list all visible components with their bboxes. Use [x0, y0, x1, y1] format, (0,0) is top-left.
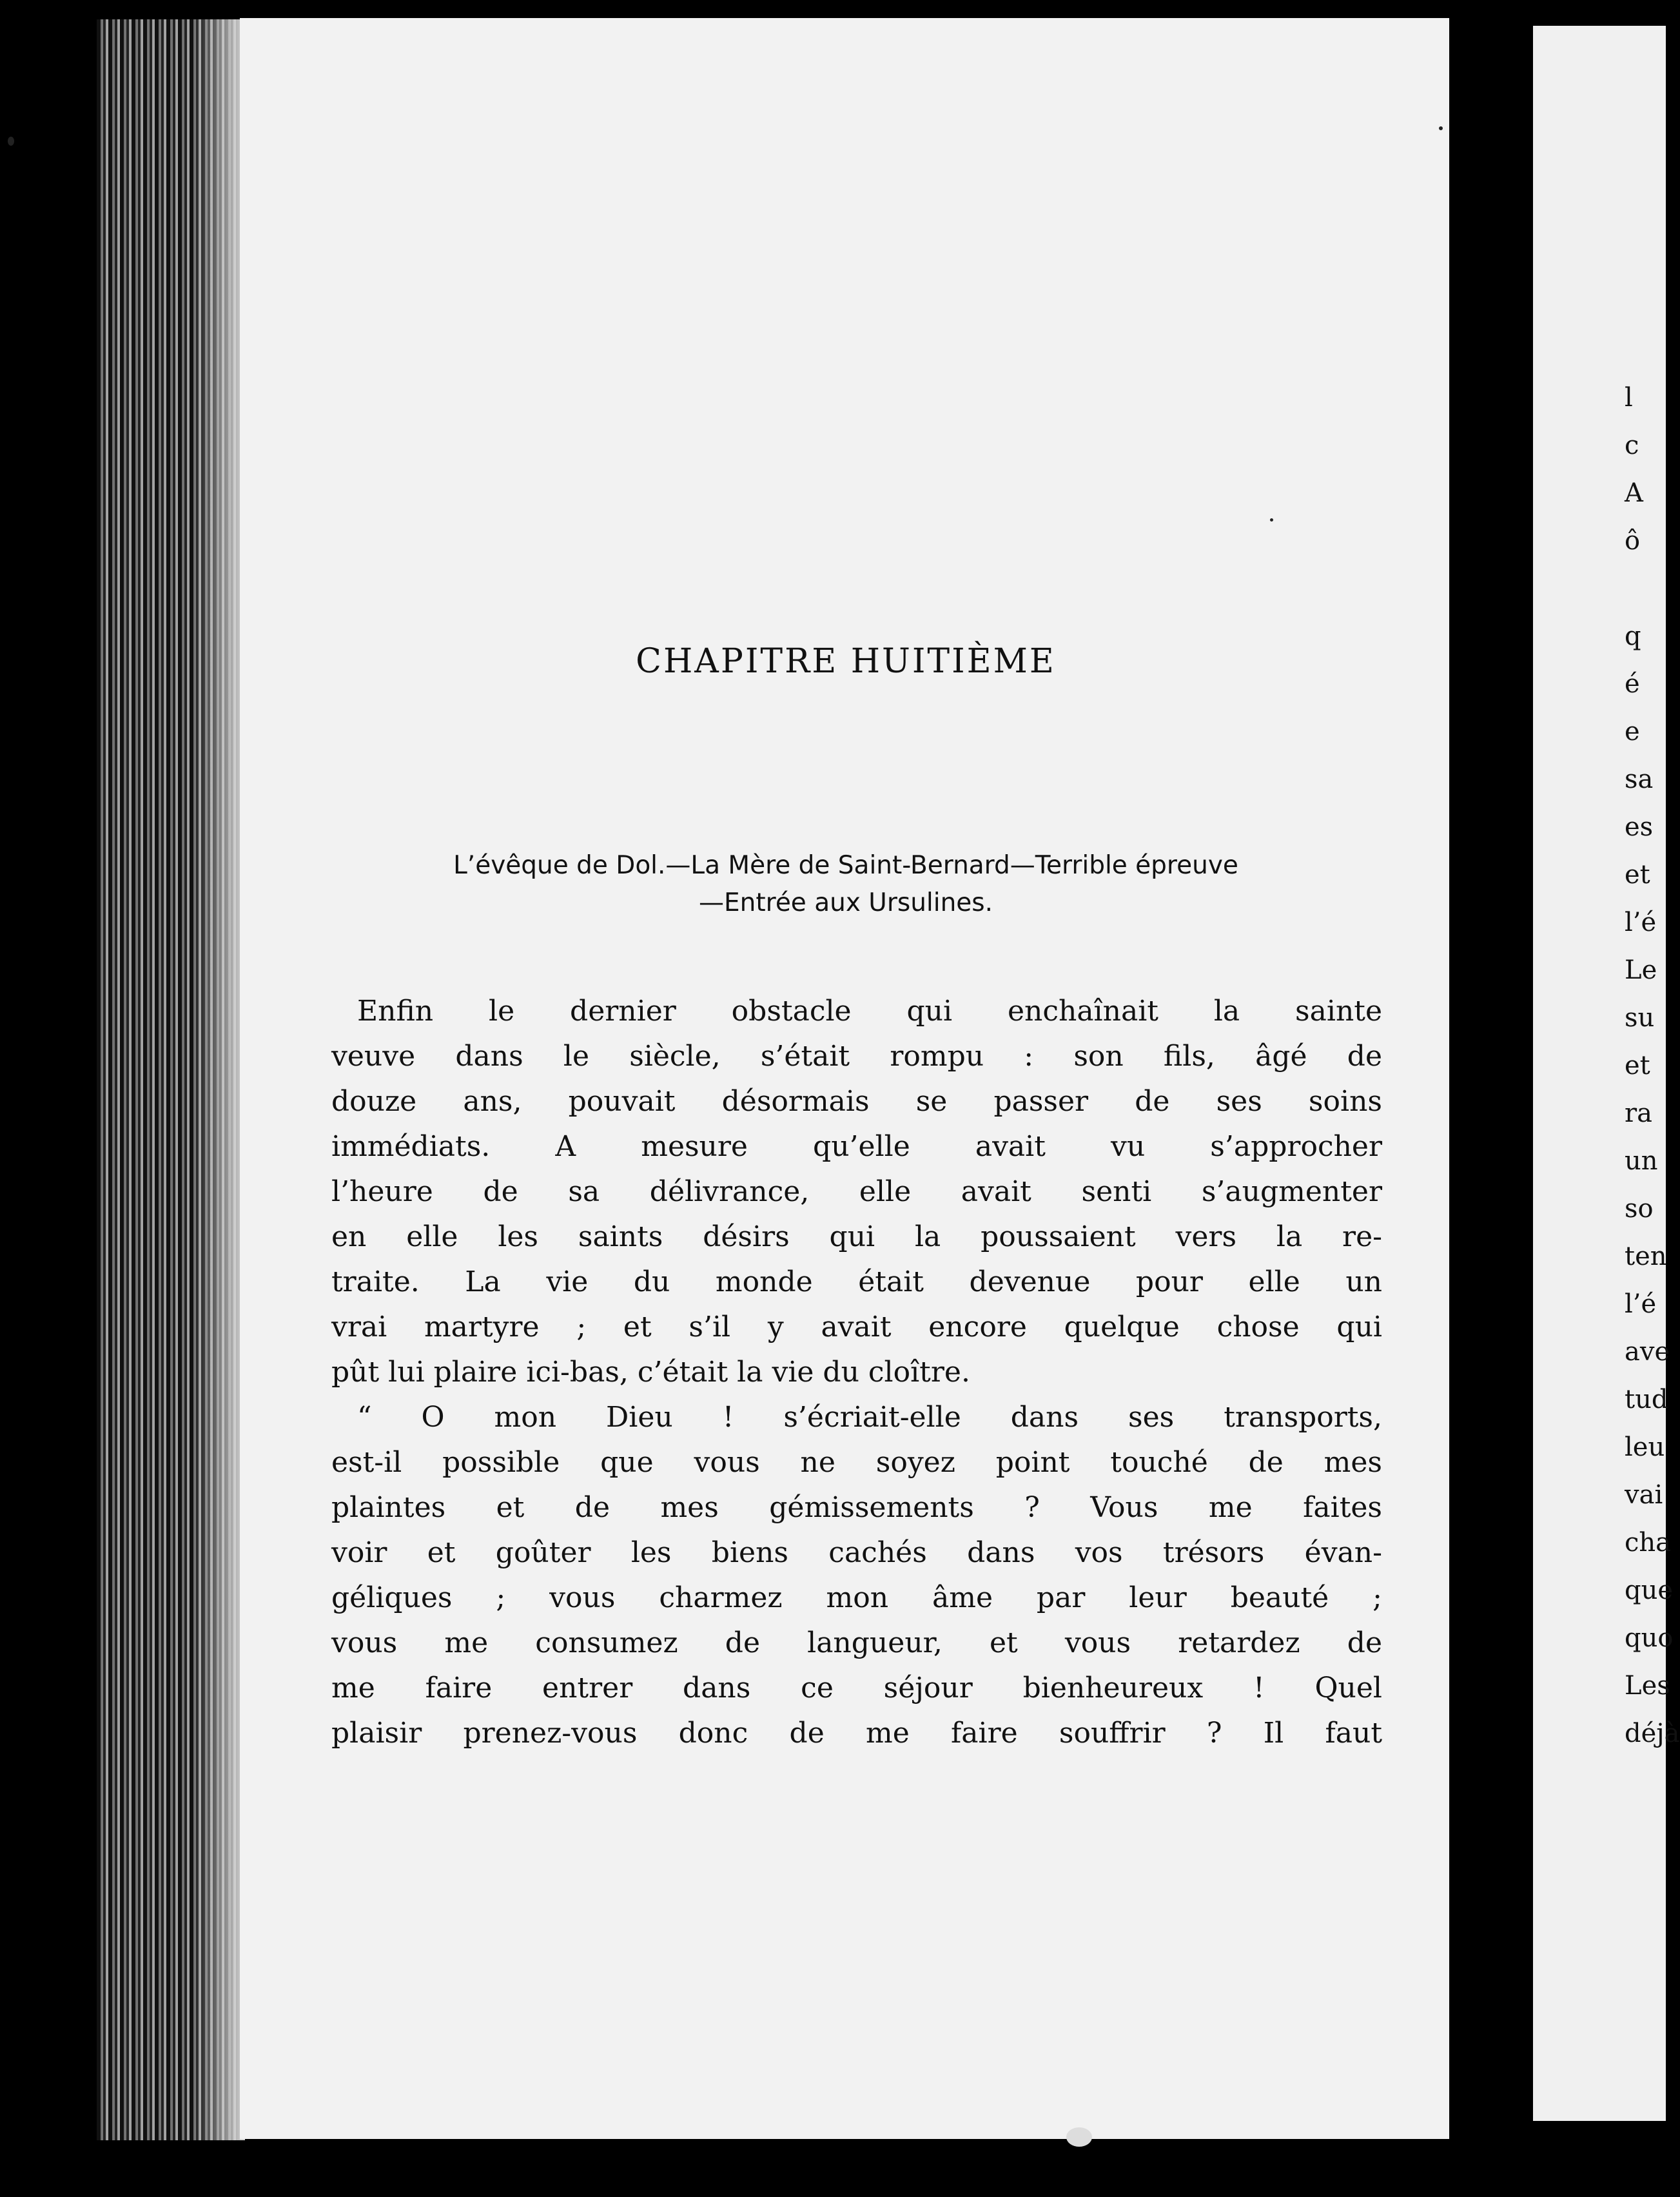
facing-page-fragment: et — [1625, 860, 1650, 890]
text-line: “ O mon Dieu ! s’écriait-elle dans ses transports, — [357, 1401, 1382, 1434]
facing-page-fragment: cha — [1625, 1528, 1672, 1557]
facing-page-text — [1625, 374, 1680, 1757]
text-line: est-il possible que vous ne soyez point touché de mes — [331, 1446, 1382, 1479]
text-line: immédiats. A mesure qu’elle avait vu s’approcher — [331, 1130, 1382, 1163]
facing-page-fragment: l — [1625, 383, 1633, 413]
facing-page-fragment: leu — [1625, 1432, 1665, 1462]
text-line: vous me consumez de langueur, et vous retardez de — [331, 1626, 1382, 1659]
facing-page-fragment: ave — [1625, 1337, 1670, 1367]
facing-page-fragment: Le — [1625, 955, 1657, 985]
chapter-title: CHAPITRE HUITIÈME — [636, 642, 1056, 681]
facing-page-fragment: ô — [1625, 526, 1641, 556]
facing-page-fragment: l’é — [1625, 1289, 1657, 1319]
facing-page-fragment: Les — [1625, 1671, 1670, 1701]
dust-speck — [8, 137, 14, 146]
text-line: douze ans, pouvait désormais se passer de ses soins — [331, 1085, 1382, 1118]
dust-speck — [1270, 518, 1273, 522]
text-line: plaintes et de mes gémissements ? Vous me faites — [331, 1491, 1382, 1524]
summary-line: L’évêque de Dol.—La Mère de Saint-Bernard—Terrible épreuve — [453, 851, 1238, 880]
dust-speck — [1066, 2127, 1092, 2147]
facing-page-fragment: ra — [1625, 1098, 1652, 1128]
text-line: veuve dans le siècle, s’était rompu : son fils, âgé de — [331, 1040, 1382, 1073]
facing-page-fragment: e — [1625, 717, 1640, 747]
facing-page-fragment: quo — [1625, 1623, 1674, 1653]
facing-page-fragment: vai — [1625, 1480, 1663, 1510]
text-line: l’heure de sa délivrance, elle avait senti s’augmenter — [331, 1175, 1382, 1208]
facing-page-fragment: su — [1625, 1003, 1655, 1033]
summary-line: —Entrée aux Ursulines. — [698, 888, 993, 917]
facing-page-fragment — [1625, 565, 1680, 612]
text-line: Enfin le dernier obstacle qui enchaînait la sainte — [357, 995, 1382, 1028]
facing-page-fragment: es — [1625, 812, 1654, 842]
facing-page-fragment: ten — [1625, 1242, 1667, 1271]
facing-page-fragment: déjà — [1625, 1719, 1680, 1748]
facing-page-fragment: A — [1625, 478, 1643, 508]
text-line: me faire entrer dans ce séjour bienheureux ! Quel — [331, 1672, 1382, 1704]
chapter-summary — [240, 847, 1452, 922]
facing-page-fragment: que — [1625, 1576, 1674, 1605]
text-line: en elle les saints désirs qui la poussaient vers la re- — [331, 1220, 1382, 1253]
text-line: voir et goûter les biens cachés dans vos trésors évan- — [331, 1536, 1382, 1569]
book-page — [240, 18, 1452, 2139]
facing-page-fragment: é — [1625, 669, 1640, 699]
text-line: vrai martyre ; et s’il y avait encore quelque chose qui — [331, 1311, 1382, 1343]
facing-page-fragment: tud — [1625, 1385, 1668, 1414]
book-page-edges-shade — [193, 19, 245, 2140]
facing-page-fragment: sa — [1625, 765, 1654, 794]
facing-page-fragment: et — [1625, 1051, 1650, 1080]
facing-page-fragment: so — [1625, 1194, 1654, 1224]
text-line: plaisir prenez-vous donc de me faire souffrir ? Il faut — [331, 1717, 1382, 1750]
text-line: traite. La vie du monde était devenue pour elle un — [331, 1265, 1382, 1298]
dust-speck — [1439, 126, 1443, 130]
facing-page-fragment: l’é — [1625, 908, 1657, 937]
facing-page-fragment: c — [1625, 431, 1639, 460]
facing-page-fragment: un — [1625, 1146, 1658, 1176]
book-gutter — [1449, 0, 1533, 2197]
facing-page-fragment: q — [1625, 621, 1641, 651]
body-text — [331, 989, 1382, 1756]
text-line: géliques ; vous charmez mon âme par leur beauté ; — [331, 1581, 1382, 1614]
text-line: pût lui plaire ici-bas, c’était la vie du cloître. — [331, 1356, 970, 1389]
